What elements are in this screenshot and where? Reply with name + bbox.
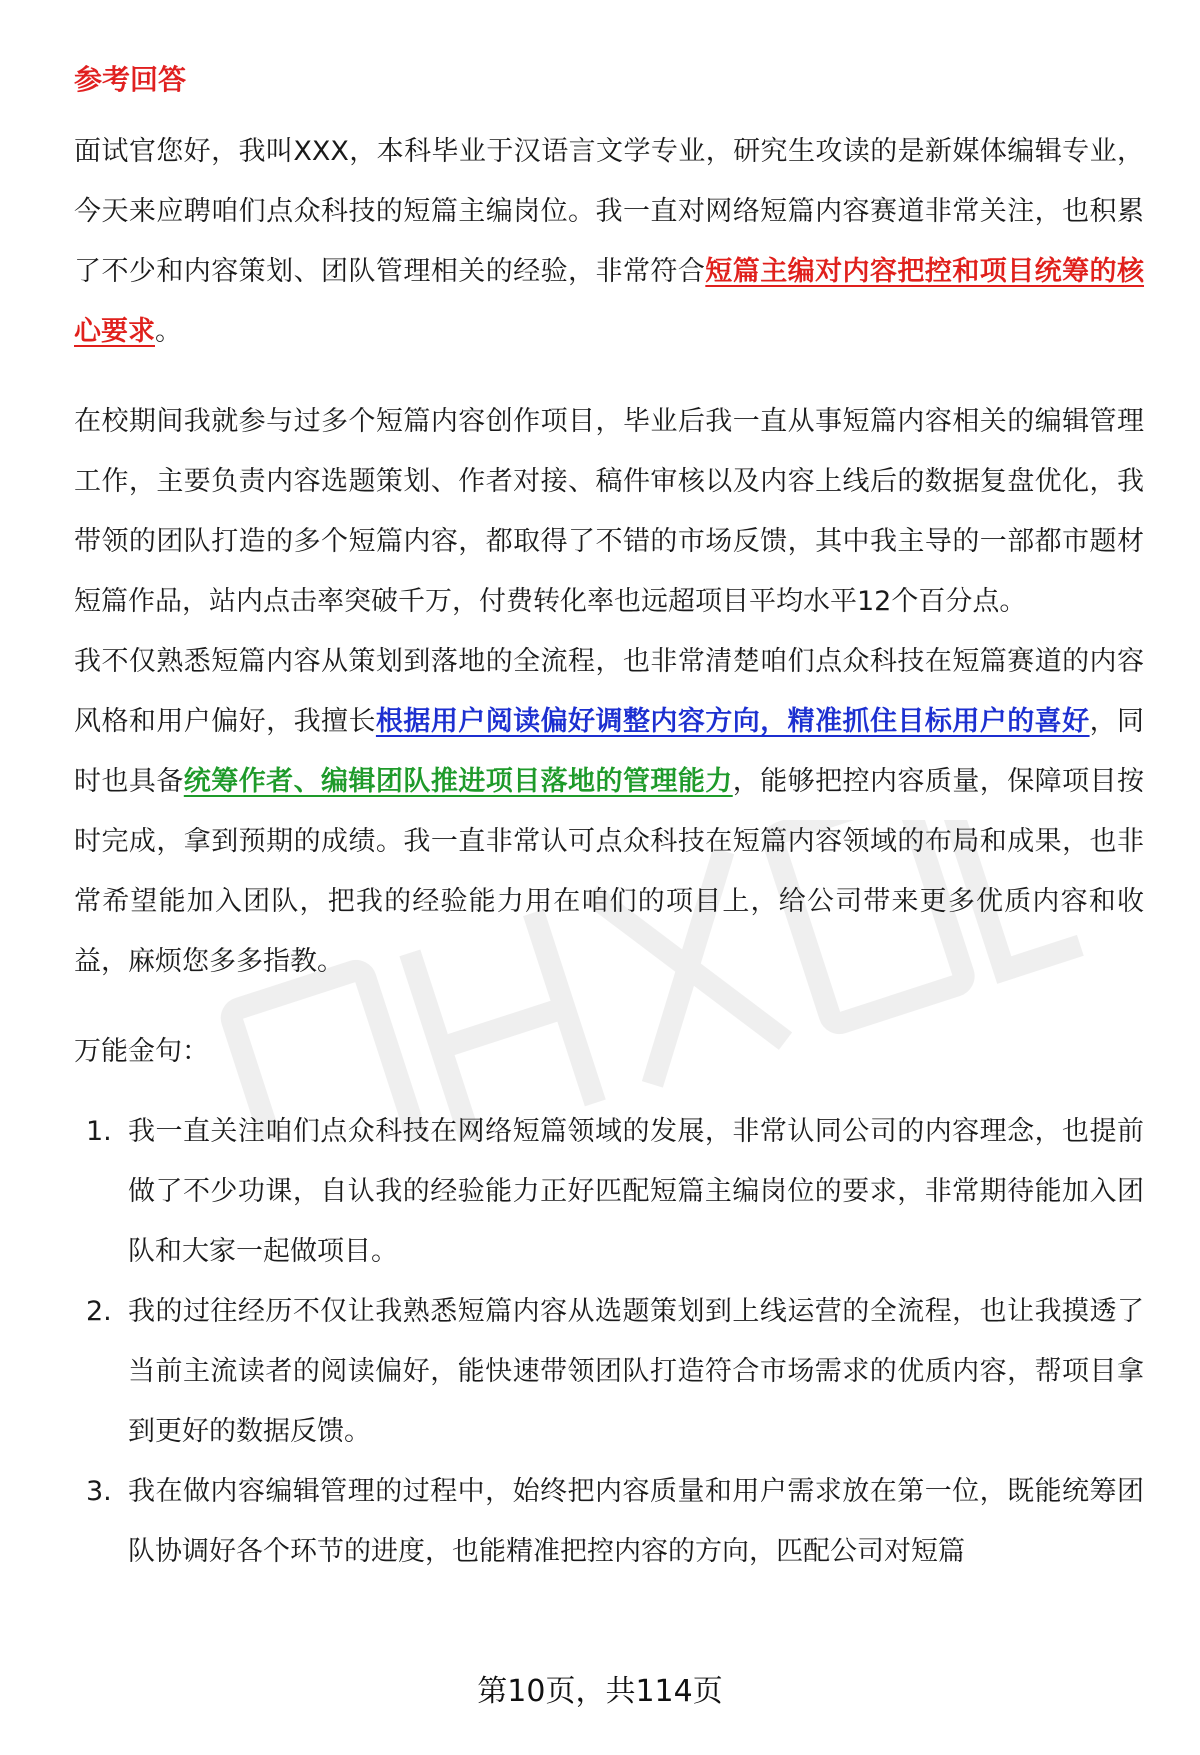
skills-text-a: 我不仅熟悉短篇内容从策划到落地的全流程，也非常清楚咱们点众科技在短篇赛道的内容风格和用户偏好，我擅长 (74, 646, 1144, 737)
red-highlight: 短篇主编对内容把控和项目统筹的核心要求 (74, 256, 1145, 347)
skills-text-b: ，同时也具备 (74, 706, 1145, 797)
list-text: 我的过往经历不仅让我熟悉短篇内容从选题策划到上线运营的全流程，也让我摸透了当前主流读者的阅读偏好，能快速带领团队打造符合市场需求的优质内容，帮项目拿到更好的数据反馈。 (128, 1296, 1144, 1447)
green-highlight: 统筹作者、编辑团队推进项目落地的管理能力 (183, 766, 733, 797)
intro-paragraph (74, 122, 1144, 362)
list-item (74, 1282, 1144, 1462)
skills-text-c: ，能够把控内容质量，保障项目按时完成，拿到预期的成绩。我一直非常认可点众科技在短篇内容领域的布局和成果，也非常希望能加入团队，把我的经验能力用在咱们的项目上，给公司带来更多优质内容和收益，麻烦您多多指教。 (74, 766, 1145, 977)
list-number: 3. (86, 1476, 112, 1507)
blue-highlight: 根据用户阅读偏好调整内容方向，精准抓住目标用户的喜好 (375, 706, 1090, 737)
page-footer: 第10页，共114页 (477, 1674, 723, 1709)
skills-paragraph (74, 632, 1144, 992)
list-text: 我在做内容编辑管理的过程中，始终把内容质量和用户需求放在第一位，既能统筹团队协调好各个环节的进度，也能精准把控内容的方向，匹配公司对短篇 (128, 1476, 1144, 1567)
list-item (74, 1102, 1144, 1282)
list-text: 我一直关注咱们点众科技在网络短篇领域的发展，非常认同公司的内容理念，也提前做了不少功课，自认我的经验能力正好匹配短篇主编岗位的要求，非常期待能加入团队和大家一起做项目。 (128, 1116, 1144, 1267)
list-item (74, 1462, 1144, 1582)
answer-heading: 参考回答 (74, 63, 187, 96)
intro-text: 面试官您好，我叫XXX，本科毕业于汉语言文学专业，研究生攻读的是新媒体编辑专业，今天来应聘咱们点众科技的短篇主编岗位。我一直对网络短篇内容赛道非常关注，也积累了不少和内容策划、团队管理相关的经验，非常符合 (74, 136, 1144, 287)
list-number: 1. (86, 1116, 112, 1147)
golden-sentences-list (74, 1102, 1144, 1582)
experience-paragraph: 在校期间我就参与过多个短篇内容创作项目，毕业后我一直从事短篇内容相关的编辑管理工作，主要负责内容选题策划、作者对接、稿件审核以及内容上线后的数据复盘优化，我带领的团队打造的多个短篇内容，都取得了不错的市场反馈，其中我主导的一部都市题材短篇作品，站内点击率突破千万，付费转化率也远超项目平均水平12个百分点。 (74, 406, 1144, 617)
list-number: 2. (86, 1296, 112, 1327)
intro-tail: 。 (155, 316, 182, 347)
golden-sentences-heading: 万能金句： (74, 1036, 209, 1067)
document-page (74, 56, 1144, 1582)
